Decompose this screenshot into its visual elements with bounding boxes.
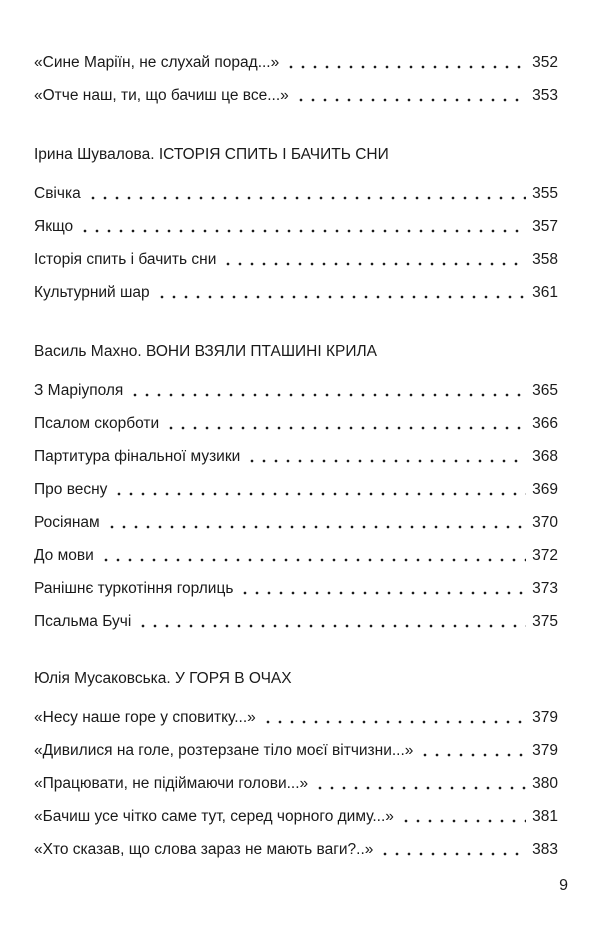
entry-page: 369 — [532, 481, 558, 498]
entry-title: «Працювати, не підіймаючи голови...» — [34, 775, 309, 792]
entry-title: Свічка — [34, 185, 81, 202]
entry-title: До мови — [34, 547, 94, 564]
dot-leader — [239, 579, 526, 599]
dot-leader — [246, 447, 526, 467]
dot-leader — [222, 250, 526, 270]
toc-entry — [34, 73, 558, 106]
dot-leader — [87, 184, 526, 204]
entry-title: «Дивилися на голе, розтерзане тіло моєї вітчизни...» — [34, 742, 414, 759]
entry-page: 380 — [532, 775, 558, 792]
dot-leader — [100, 546, 526, 566]
entry-page: 375 — [532, 613, 558, 630]
toc-section-shuvalova — [34, 139, 558, 303]
entry-page: 358 — [532, 251, 558, 268]
toc-section-makhno — [34, 336, 558, 632]
dot-leader — [129, 381, 526, 401]
toc-entry — [34, 204, 558, 237]
entry-page: 383 — [532, 841, 558, 858]
toc-entry — [34, 467, 558, 500]
entry-title: Росіянам — [34, 514, 100, 531]
entry-page: 379 — [532, 709, 558, 726]
entry-title: «Отче наш, ти, що бачиш це все...» — [34, 87, 289, 104]
entry-title: Псалом скорботи — [34, 415, 160, 432]
entry-page: 381 — [532, 808, 558, 825]
dot-leader — [295, 86, 526, 106]
toc-entry — [34, 794, 558, 827]
dot-leader — [262, 708, 526, 728]
entry-title: «Бачиш усе чітко саме тут, серед чорного диму...» — [34, 808, 394, 825]
toc-entry — [34, 695, 558, 728]
toc-entry — [34, 500, 558, 533]
dot-leader — [156, 283, 526, 303]
page-number: 9 — [559, 877, 568, 894]
entry-title: «Сине Маріїн, не слухай порад...» — [34, 54, 280, 71]
section-heading: Василь Махно. ВОНИ ВЗЯЛИ ПТАШИНІ КРИЛА — [34, 343, 377, 360]
entry-page: 373 — [532, 580, 558, 597]
dot-leader — [79, 217, 526, 237]
toc-entry — [34, 171, 558, 204]
dot-leader — [113, 480, 526, 500]
dot-leader — [137, 612, 526, 632]
entry-title: Якщо — [34, 218, 74, 235]
dot-leader — [285, 53, 526, 73]
entry-title: «Хто сказав, що слова зараз не мають ваги?..» — [34, 841, 374, 858]
entry-title: Культурний шар — [34, 284, 150, 301]
dot-leader — [400, 807, 526, 827]
entry-title: Про весну — [34, 481, 108, 498]
section-heading: Юлія Мусаковська. У ГОРЯ В ОЧАХ — [34, 670, 292, 687]
toc-entry — [34, 566, 558, 599]
toc-entry — [34, 368, 558, 401]
toc-entry — [34, 237, 558, 270]
entry-title: Партитура фінальної музики — [34, 448, 241, 465]
entry-title: «Несу наше горе у сповитку...» — [34, 709, 256, 726]
toc-section-continued — [34, 40, 558, 106]
dot-leader — [165, 414, 526, 434]
entry-title: Псальма Бучі — [34, 613, 132, 630]
entry-page: 368 — [532, 448, 558, 465]
toc-entry — [34, 533, 558, 566]
toc-entry — [34, 599, 558, 632]
toc-entry — [34, 827, 558, 860]
toc-entry — [34, 40, 558, 73]
entry-page: 366 — [532, 415, 558, 432]
entry-page: 365 — [532, 382, 558, 399]
entry-page: 355 — [532, 185, 558, 202]
entry-page: 379 — [532, 742, 558, 759]
entry-page: 370 — [532, 514, 558, 531]
dot-leader — [106, 513, 526, 533]
dot-leader — [379, 840, 526, 860]
toc-entry — [34, 761, 558, 794]
dot-leader — [419, 741, 526, 761]
entry-page: 372 — [532, 547, 558, 564]
entry-title: Ранішнє туркотіння горлиць — [34, 580, 234, 597]
section-heading: Ірина Шувалова. ІСТОРІЯ СПИТЬ І БАЧИТЬ СНИ — [34, 146, 389, 163]
entry-page: 352 — [532, 54, 558, 71]
dot-leader — [314, 774, 526, 794]
toc-entry — [34, 401, 558, 434]
toc-section-musakovska — [34, 663, 558, 860]
toc-entry — [34, 728, 558, 761]
entry-page: 353 — [532, 87, 558, 104]
entry-title: Історія спить і бачить сни — [34, 251, 217, 268]
toc-entry — [34, 434, 558, 467]
entry-title: З Маріуполя — [34, 382, 124, 399]
toc-entry — [34, 270, 558, 303]
entry-page: 361 — [532, 284, 558, 301]
entry-page: 357 — [532, 218, 558, 235]
